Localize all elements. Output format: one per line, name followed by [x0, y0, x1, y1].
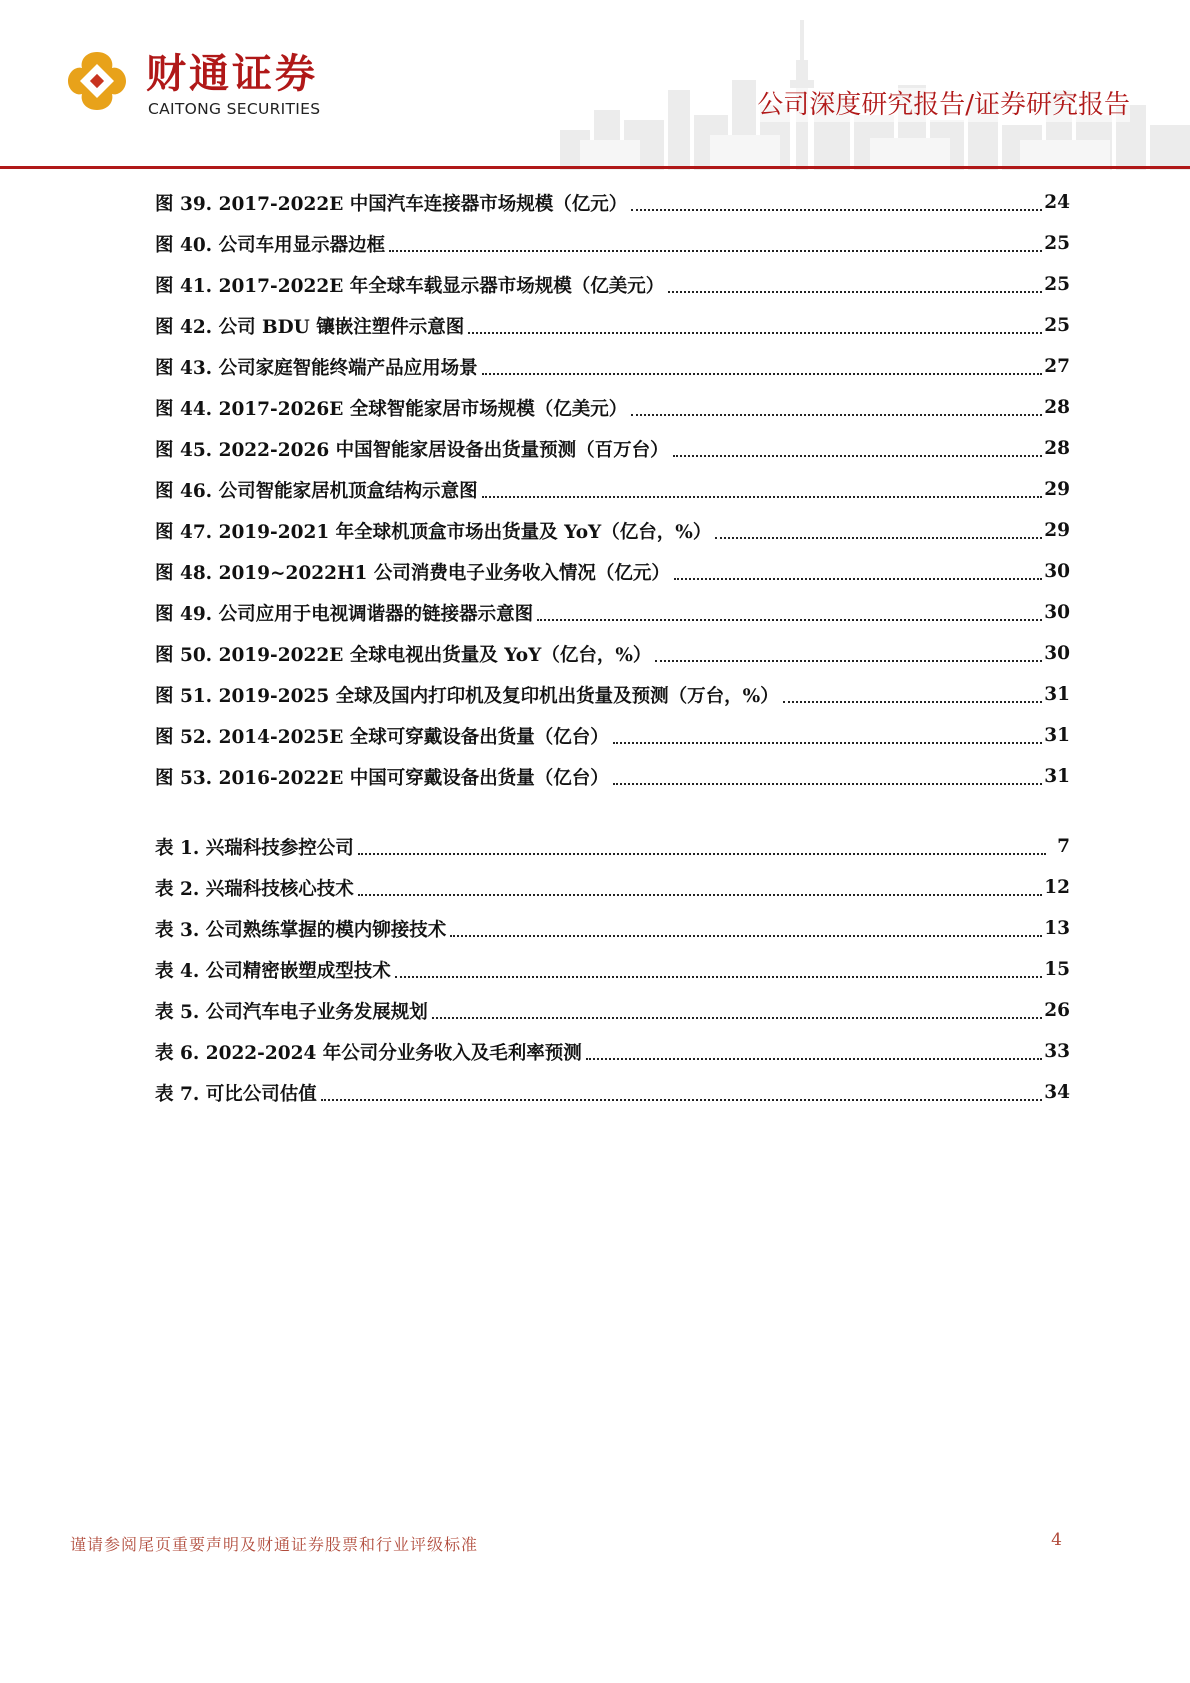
toc-entry-label: 图 46. 公司智能家居机顶盒结构示意图 [155, 477, 480, 503]
tables-list [155, 826, 1070, 1113]
toc-entry-page: 33 [1044, 1041, 1070, 1062]
figures-list [155, 182, 1070, 797]
toc-entry[interactable] [155, 387, 1070, 428]
toc-entry[interactable] [155, 182, 1070, 223]
toc-entry-page: 26 [1044, 1000, 1070, 1021]
toc-entry-page: 31 [1044, 766, 1070, 787]
toc-entry-label: 图 50. 2019-2022E 全球电视出货量及 YoY（亿台，%） [155, 641, 653, 667]
toc-entry-label: 图 42. 公司 BDU 镶嵌注塑件示意图 [155, 313, 466, 339]
toc-entry[interactable] [155, 908, 1070, 949]
dot-leader [482, 373, 1043, 375]
toc-entry-label: 图 45. 2022-2026 中国智能家居设备出货量预测（百万台） [155, 436, 671, 462]
dot-leader [586, 1058, 1042, 1060]
toc-entry-label: 表 3. 公司熟练掌握的模内铆接技术 [155, 916, 448, 942]
dot-leader [450, 935, 1042, 937]
toc-entry-label: 表 2. 兴瑞科技核心技术 [155, 875, 356, 901]
toc-entry-page: 34 [1044, 1082, 1070, 1103]
toc-entry-label: 图 44. 2017-2026E 全球智能家居市场规模（亿美元） [155, 395, 629, 421]
toc-entry[interactable] [155, 867, 1070, 908]
toc-entry[interactable] [155, 592, 1070, 633]
toc-entry-label: 图 39. 2017-2022E 中国汽车连接器市场规模（亿元） [155, 190, 629, 216]
toc-entry-page: 30 [1044, 643, 1070, 664]
toc-entry-label: 表 6. 2022-2024 年公司分业务收入及毛利率预测 [155, 1039, 584, 1065]
dot-leader [468, 332, 1042, 334]
toc-entry[interactable] [155, 223, 1070, 264]
toc-entry[interactable] [155, 264, 1070, 305]
dot-leader [482, 496, 1043, 498]
dot-leader [613, 783, 1042, 785]
toc-entry[interactable] [155, 469, 1070, 510]
dot-leader [613, 742, 1042, 744]
toc-entry[interactable] [155, 551, 1070, 592]
toc-entry[interactable] [155, 826, 1070, 867]
dot-leader [715, 537, 1042, 539]
toc-entry-label: 图 48. 2019~2022H1 公司消费电子业务收入情况（亿元） [155, 559, 672, 585]
toc-entry-page: 24 [1044, 192, 1070, 213]
toc-entry[interactable] [155, 756, 1070, 797]
toc-entry-page: 27 [1044, 356, 1070, 377]
toc-entry-label: 图 52. 2014-2025E 全球可穿戴设备出货量（亿台） [155, 723, 611, 749]
toc-entry-page: 7 [1057, 836, 1070, 857]
dot-leader [631, 414, 1042, 416]
toc-entry-page: 29 [1044, 479, 1070, 500]
toc-entry[interactable] [155, 510, 1070, 551]
toc-entry[interactable] [155, 305, 1070, 346]
toc-entry[interactable] [155, 674, 1070, 715]
toc-entry-page: 29 [1044, 520, 1070, 541]
dot-leader [655, 660, 1042, 662]
toc-entry[interactable] [155, 990, 1070, 1031]
dot-leader [674, 578, 1042, 580]
toc-entry-page: 30 [1044, 561, 1070, 582]
toc-entry-label: 图 49. 公司应用于电视调谐器的链接器示意图 [155, 600, 535, 626]
toc-entry-page: 25 [1044, 233, 1070, 254]
toc-entry-label: 表 4. 公司精密嵌塑成型技术 [155, 957, 393, 983]
page-header [0, 0, 1190, 172]
toc-entry-label: 表 5. 公司汽车电子业务发展规划 [155, 998, 430, 1024]
disclaimer-note: 谨请参阅尾页重要声明及财通证券股票和行业评级标准 [70, 1535, 479, 1554]
toc-entry[interactable] [155, 428, 1070, 469]
toc-entry-label: 图 40. 公司车用显示器边框 [155, 231, 387, 257]
dot-leader [783, 701, 1043, 703]
dot-leader [537, 619, 1042, 621]
toc-entry-label: 表 1. 兴瑞科技参控公司 [155, 834, 356, 860]
toc-entry-page: 25 [1044, 274, 1070, 295]
caitong-logo-icon [66, 50, 128, 112]
page-number: 4 [1051, 1530, 1062, 1550]
toc-entry-page: 28 [1044, 397, 1070, 418]
toc-entry-page: 13 [1044, 918, 1070, 939]
header-divider [0, 166, 1190, 169]
toc-entry[interactable] [155, 949, 1070, 990]
dot-leader [631, 209, 1042, 211]
dot-leader [395, 976, 1043, 978]
dot-leader [668, 291, 1042, 293]
toc-entry[interactable] [155, 1031, 1070, 1072]
toc-entry-page: 30 [1044, 602, 1070, 623]
toc-entry-label: 图 43. 公司家庭智能终端产品应用场景 [155, 354, 480, 380]
toc-entry-page: 28 [1044, 438, 1070, 459]
toc-entry[interactable] [155, 1072, 1070, 1113]
dot-leader [432, 1017, 1043, 1019]
dot-leader [389, 250, 1042, 252]
toc-entry-label: 图 41. 2017-2022E 年全球车载显示器市场规模（亿美元） [155, 272, 666, 298]
dot-leader [321, 1099, 1043, 1101]
toc-entry[interactable] [155, 346, 1070, 387]
toc-entry[interactable] [155, 715, 1070, 756]
toc-entry-label: 图 53. 2016-2022E 中国可穿戴设备出货量（亿台） [155, 764, 611, 790]
toc-entry-page: 31 [1044, 684, 1070, 705]
toc-entry[interactable] [155, 633, 1070, 674]
dot-leader [673, 455, 1043, 457]
toc-entry-label: 图 47. 2019-2021 年全球机顶盒市场出货量及 YoY（亿台，%） [155, 518, 713, 544]
report-type-title: 公司深度研究报告/证券研究报告 [757, 90, 1130, 120]
toc-entry-label: 表 7. 可比公司估值 [155, 1080, 319, 1106]
toc-entry-label: 图 51. 2019-2025 全球及国内打印机及复印机出货量及预测（万台，%） [155, 682, 781, 708]
dot-leader [358, 894, 1043, 896]
toc-entry-page: 25 [1044, 315, 1070, 336]
dot-leader [358, 853, 1046, 855]
toc-entry-page: 31 [1044, 725, 1070, 746]
brand-name-cn: 财通证券 [146, 51, 318, 97]
toc-entry-page: 15 [1044, 959, 1070, 980]
toc-entry-page: 12 [1044, 877, 1070, 898]
brand-name-en: CAITONG SECURITIES [148, 100, 321, 118]
